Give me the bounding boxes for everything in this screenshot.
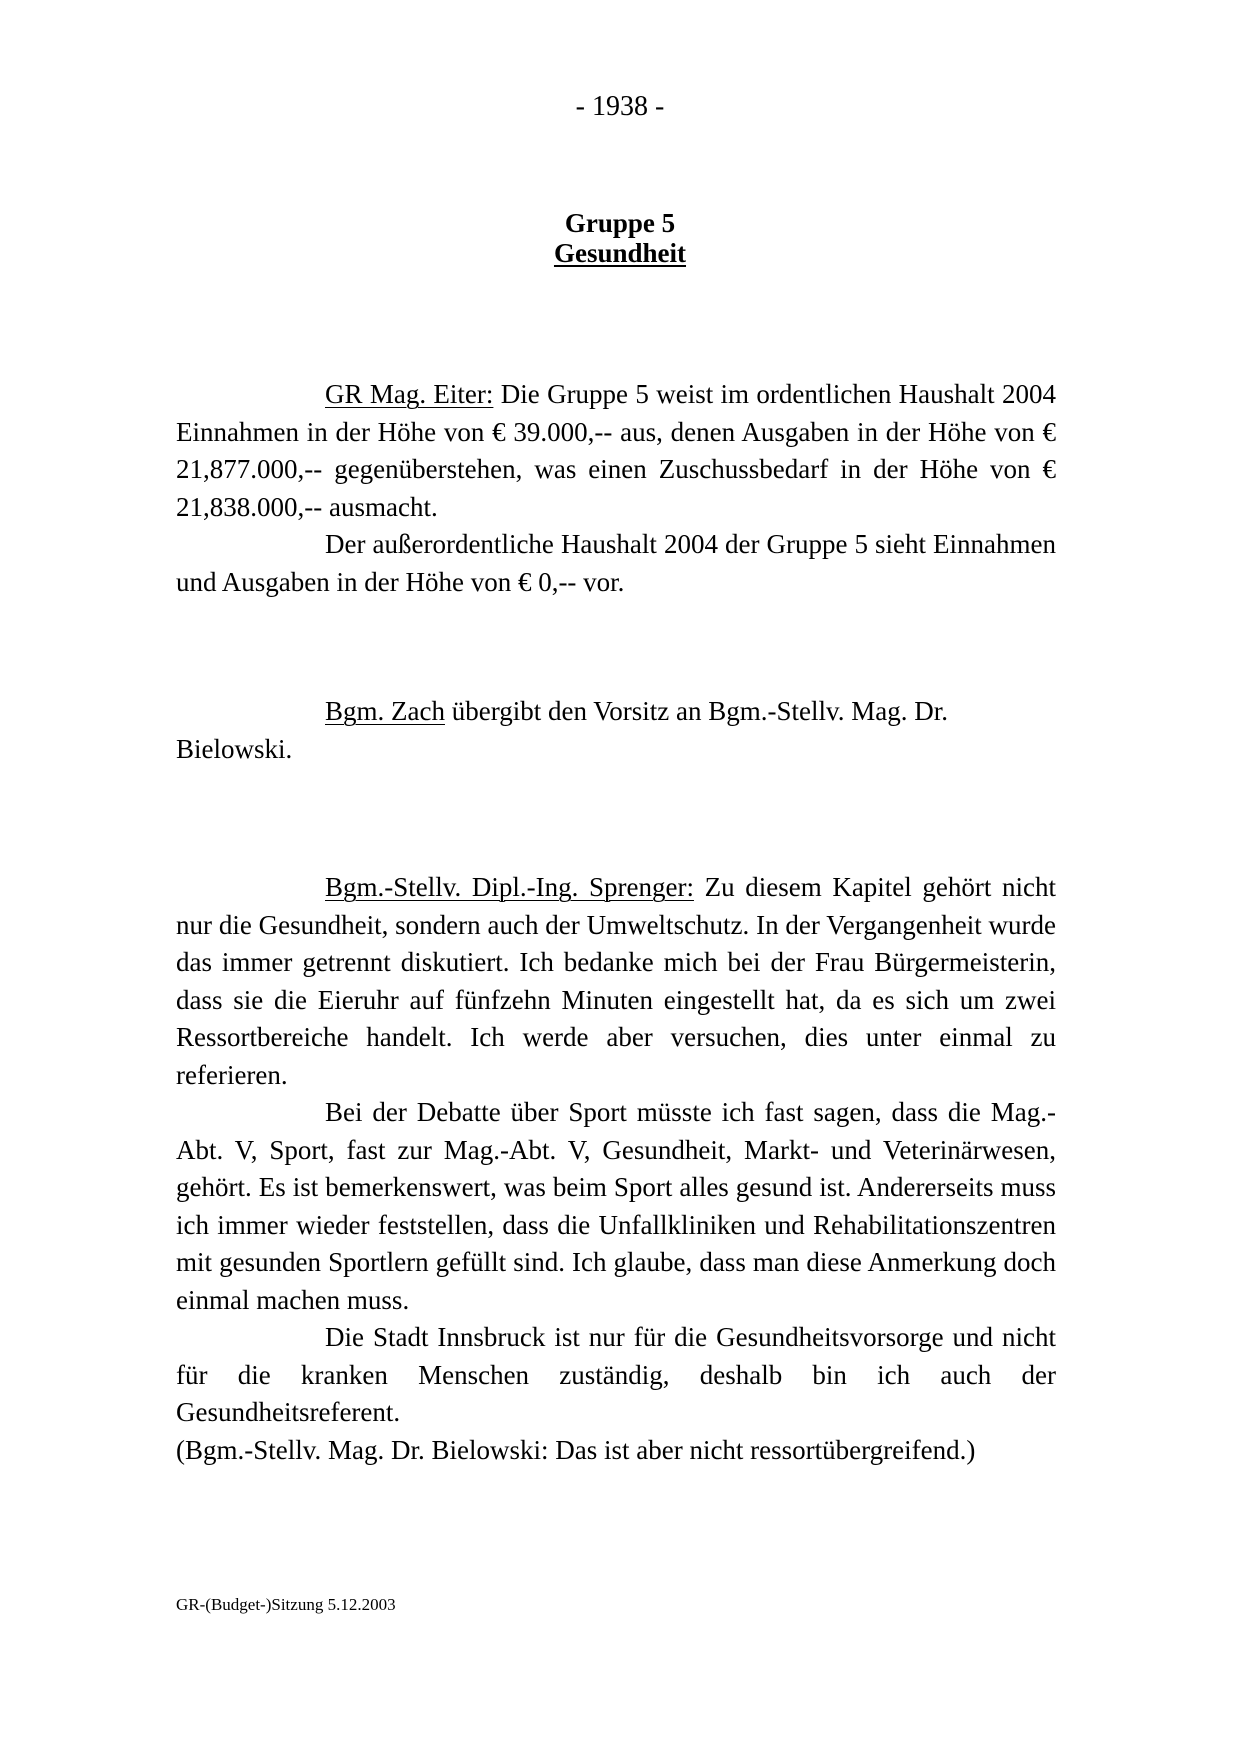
speech-eiter: [176, 376, 1056, 601]
footer: GR-(Budget-)Sitzung 5.12.2003: [176, 1595, 396, 1614]
speech-zach: [176, 693, 1056, 768]
paragraph: [176, 869, 1056, 1094]
paragraph: Der außerordentliche Haushalt 2004 der Gruppe 5 sieht Einnahmen und Ausgaben in der Höhe von € 0,-- vor.: [176, 529, 1056, 597]
paragraph: [176, 376, 1056, 526]
interjection: (Bgm.-Stellv. Mag. Dr. Bielowski: Das ist aber nicht ressortübergreifend.): [176, 1434, 976, 1465]
paragraph: Die Stadt Innsbruck ist nur für die Gesundheitsvorsorge und nicht für die kranken Menschen zuständig, deshalb bin ich auch der Gesundheitsreferent.: [176, 1322, 1056, 1427]
speaker-name: Bgm.-Stellv. Dipl.-Ing. Sprenger:: [325, 872, 694, 902]
speaker-name: Bgm. Zach: [325, 696, 445, 726]
paragraph: [176, 693, 1056, 768]
speech-sprenger: [176, 869, 1056, 1469]
section-heading: [0, 208, 1240, 268]
speaker-name: GR Mag. Eiter:: [325, 379, 494, 409]
paragraph-text: Die Gruppe 5 weist im ordentlichen Haushalt 2004 Einnahmen in der Höhe von € 39.000,-- aus, denen Ausgaben in der Höhe von € 21,877.000,-- gegenüberstehen, was einen Zuschussbedarf in der Höhe von € 21,838.000,-- ausmacht.: [176, 379, 1056, 522]
paragraph: Bei der Debatte über Sport müsste ich fast sagen, dass die Mag.-Abt. V, Sport, fast zur Mag.-Abt. V, Gesundheit, Markt- und Veterinärwesen, gehört. Es ist bemerkenswert, was beim Sport alles gesund ist. Andererseits muss ich immer wieder feststellen, dass die Unfallkliniken und Rehabilitationszentren mit gesunden Sportlern gefüllt sind. Ich glaube, dass man diese Anmerkung doch einmal machen muss.: [176, 1097, 1056, 1315]
paragraph-text: Zu diesem Kapitel gehört nicht nur die Gesundheit, sondern auch der Umweltschutz. In der Vergangenheit wurde das immer getrennt diskutiert. Ich bedanke mich bei der Frau Bürgermeisterin, dass sie die Eieruhr auf fünfzehn Minuten eingestellt hat, da es sich um zwei Ressortbereiche handelt. Ich werde aber versuchen, dies unter einmal zu referieren.: [176, 872, 1056, 1090]
group-subtitle: Gesundheit: [553, 238, 687, 268]
paragraph-text: übergibt den Vorsitz an Bgm.-Stellv. Mag. Dr. Bielowski.: [176, 696, 948, 764]
group-title: Gruppe 5: [564, 208, 676, 238]
page-number: - 1938 -: [575, 91, 665, 122]
